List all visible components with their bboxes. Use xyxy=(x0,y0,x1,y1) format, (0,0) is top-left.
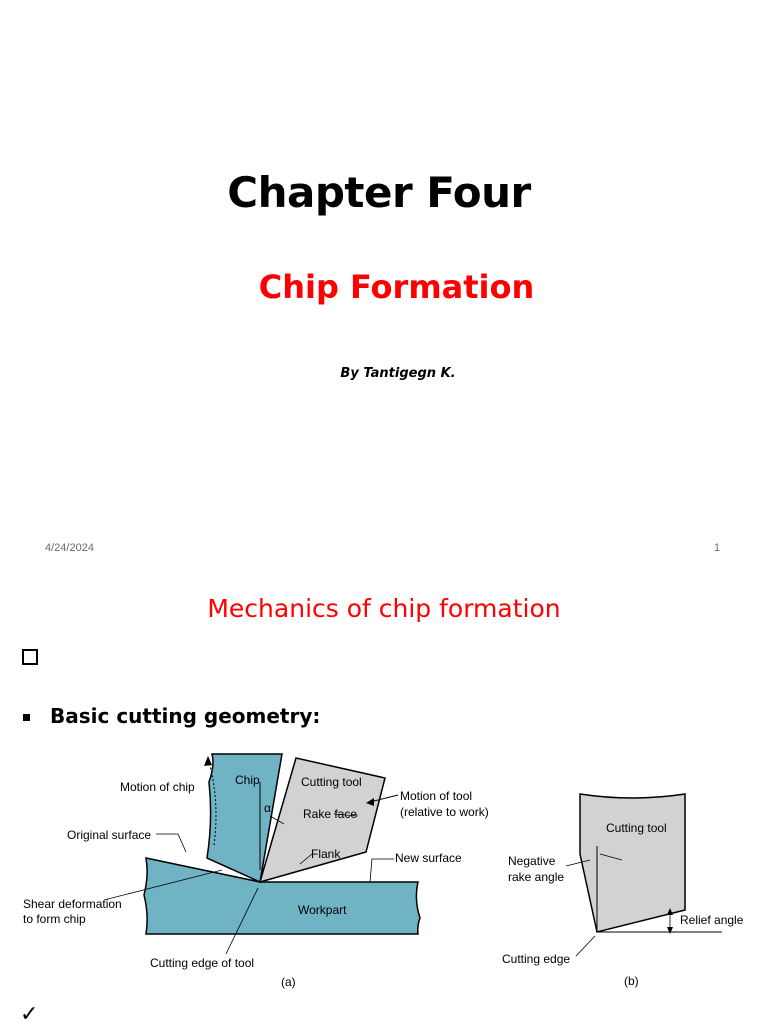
author-line: By Tantigegn K. xyxy=(340,366,456,381)
cutting-geometry-figure xyxy=(0,750,768,1000)
label-relative-to-work: (relative to work) xyxy=(400,805,489,819)
caption-b: (b) xyxy=(624,974,639,988)
square-bullet-small-icon xyxy=(23,714,30,721)
label-rake-face: Rake face xyxy=(303,807,358,821)
label-cutting-edge-of-tool: Cutting edge of tool xyxy=(150,956,255,970)
slide-page-number: 1 xyxy=(714,542,721,554)
checkmark-icon: ✓ xyxy=(20,1002,39,1027)
label-cutting-tool-b: Cutting tool xyxy=(606,821,667,835)
chapter-title: Chapter Four xyxy=(227,168,531,217)
label-alpha: α xyxy=(264,801,271,815)
label-motion-of-tool: Motion of tool xyxy=(400,789,473,803)
square-bullet-icon xyxy=(22,649,38,665)
label-relief-angle: Relief angle xyxy=(680,913,744,927)
label-original-surface: Original surface xyxy=(67,828,152,842)
label-motion-of-chip: Motion of chip xyxy=(120,780,195,794)
label-cutting-edge: Cutting edge xyxy=(502,952,571,966)
label-cutting-tool-a: Cutting tool xyxy=(301,775,362,789)
label-workpart: Workpart xyxy=(298,903,347,917)
section-title: Mechanics of chip formation xyxy=(207,594,561,623)
bullet-text: Basic cutting geometry: xyxy=(50,704,321,728)
label-rake-angle: rake angle xyxy=(508,870,565,884)
label-shear-deformation: Shear deformation xyxy=(23,897,122,911)
label-chip: Chip xyxy=(235,773,260,787)
label-flank: Flank xyxy=(311,847,341,861)
label-negative: Negative xyxy=(508,854,556,868)
chapter-subtitle: Chip Formation xyxy=(258,268,535,306)
caption-a: (a) xyxy=(281,975,296,989)
slide-date: 4/24/2024 xyxy=(45,542,94,554)
label-to-form-chip: to form chip xyxy=(23,912,86,926)
label-new-surface: New surface xyxy=(395,851,462,865)
